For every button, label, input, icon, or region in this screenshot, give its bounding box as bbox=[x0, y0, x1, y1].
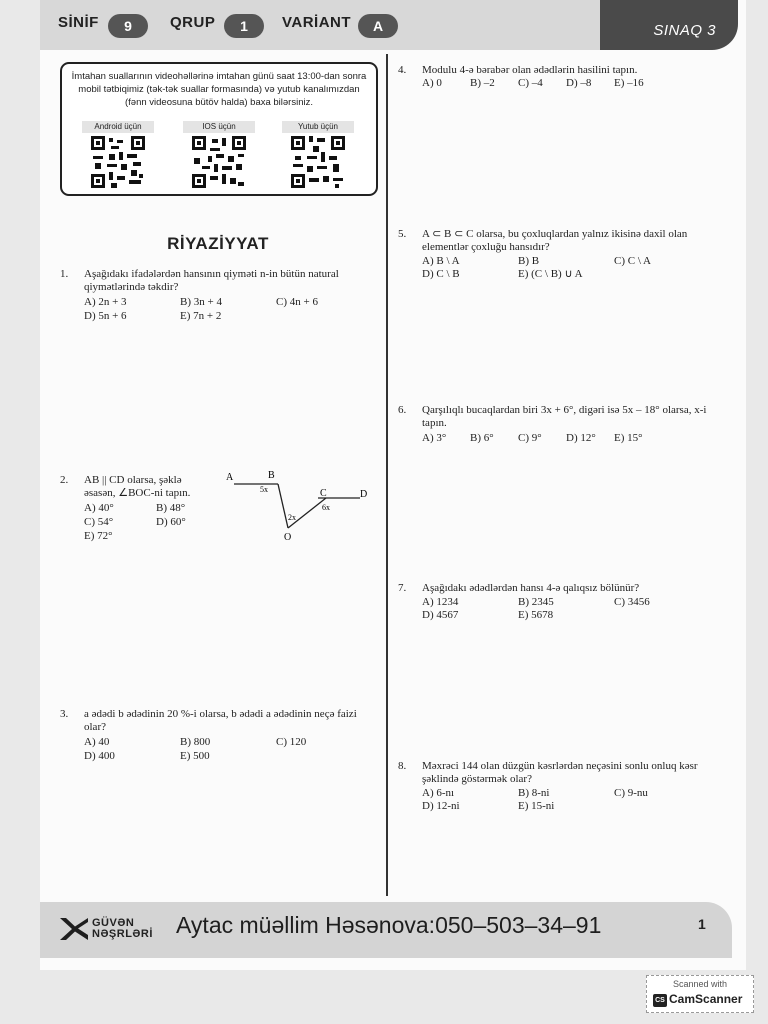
angle-label-o: 2x bbox=[288, 513, 296, 522]
qr-label-ios: IOS üçün bbox=[183, 121, 255, 133]
option-b[interactable]: B) 8-ni bbox=[518, 787, 550, 799]
question-text: Aşağıdakı ədədlərdən hansı 4-ə qalıqsız bölünür? bbox=[422, 582, 640, 594]
option-b[interactable]: B) 2345 bbox=[518, 596, 554, 608]
question-5 bbox=[398, 228, 728, 284]
option-d[interactable]: D) 12-ni bbox=[422, 800, 460, 812]
variant-label: VARİANT bbox=[282, 14, 352, 31]
option-a[interactable]: A) 2n + 3 bbox=[84, 296, 127, 308]
angle-label-c: 6x bbox=[322, 503, 330, 512]
label-c: C bbox=[320, 488, 327, 499]
question-number: 3. bbox=[60, 708, 69, 720]
option-a[interactable]: A) 0 bbox=[422, 77, 442, 89]
teacher-contact: Aytac müəllim Həsənova:050–503–34–91 bbox=[176, 912, 602, 938]
exam-number: SINAQ 3 bbox=[653, 22, 716, 39]
option-c[interactable]: C) –4 bbox=[518, 77, 543, 89]
video-info-text: İmtahan suallarının videohəllərinə imtahan günü saat 13:00-dan sonra mobil tətbiqimiz (tək-tək suallar formasında) və yutub kanalımızdan (fənn videosuna bütöv halda) baxa bilərsiniz. bbox=[71, 71, 367, 108]
option-a[interactable]: A) 3° bbox=[422, 432, 447, 444]
option-a[interactable]: A) 6-nı bbox=[422, 787, 455, 799]
option-e[interactable]: E) 15° bbox=[614, 432, 643, 444]
question-6 bbox=[398, 404, 728, 448]
option-c[interactable]: C) 4n + 6 bbox=[276, 296, 318, 308]
question-number: 7. bbox=[398, 582, 407, 594]
option-e[interactable]: E) 15-ni bbox=[518, 800, 555, 812]
option-e[interactable]: E) 500 bbox=[180, 750, 210, 762]
camscanner-name: CamScanner bbox=[669, 992, 743, 1006]
option-c[interactable]: C) 120 bbox=[276, 736, 307, 748]
publisher-name bbox=[92, 918, 153, 940]
question-text: Məxrəci 144 olan düzgün kəsrlərdən neçəsini sonlu onluq kəsr şəklində göstərmək olar? bbox=[422, 760, 698, 785]
option-b[interactable]: B) 48° bbox=[156, 502, 186, 514]
qr-label-android: Android üçün bbox=[82, 121, 154, 133]
option-d[interactable]: D) 5n + 6 bbox=[84, 310, 127, 322]
question-text: AB || CD olarsa, şəklə əsasən, ∠BOC-ni tapın. bbox=[84, 474, 191, 499]
option-c[interactable]: C) 9-nu bbox=[614, 787, 648, 799]
option-a[interactable]: A) 40° bbox=[84, 502, 114, 514]
option-e[interactable]: E) 72° bbox=[84, 530, 113, 542]
option-b[interactable]: B) 6° bbox=[470, 432, 494, 444]
label-d: D bbox=[360, 489, 368, 500]
angle-label-b: 5x bbox=[260, 485, 268, 494]
question-number: 5. bbox=[398, 228, 407, 240]
option-c[interactable]: C) 54° bbox=[84, 516, 114, 528]
question-1 bbox=[60, 268, 378, 328]
question-number: 1. bbox=[60, 268, 69, 280]
option-d[interactable]: D) 400 bbox=[84, 750, 115, 762]
qr-code-icon[interactable] bbox=[291, 136, 345, 188]
camscanner-logo-icon: CS bbox=[653, 994, 667, 1007]
publisher-name-line2: NƏŞRLƏRİ bbox=[92, 928, 153, 940]
segment-bo bbox=[278, 484, 288, 528]
label-b: B bbox=[268, 470, 275, 481]
question-number: 2. bbox=[60, 474, 69, 486]
class-label: SİNİF bbox=[58, 14, 99, 31]
option-e[interactable]: E) 5678 bbox=[518, 609, 554, 621]
qr-label-youtube: Yutub üçün bbox=[282, 121, 354, 133]
question-text: Qarşılıqlı bucaqlardan biri 3x + 6°, digəri isə 5x – 18° olarsa, x-i tapın. bbox=[422, 404, 707, 429]
question-text: Modulu 4-ə bərabər olan ədədlərin hasilini tapın. bbox=[422, 64, 638, 76]
question-number: 8. bbox=[398, 760, 407, 772]
question-4 bbox=[398, 64, 728, 94]
question-number: 4. bbox=[398, 64, 407, 76]
question-8 bbox=[398, 760, 728, 816]
option-e[interactable]: E) (C \ B) ∪ A bbox=[518, 268, 583, 280]
camscanner-badge bbox=[646, 975, 754, 1013]
option-d[interactable]: D) 60° bbox=[156, 516, 186, 528]
option-b[interactable]: B) 3n + 4 bbox=[180, 296, 222, 308]
option-d[interactable]: D) –8 bbox=[566, 77, 592, 89]
option-d[interactable]: D) C \ B bbox=[422, 268, 460, 280]
label-a: A bbox=[226, 472, 234, 483]
option-c[interactable]: C) 9° bbox=[518, 432, 542, 444]
question-number: 6. bbox=[398, 404, 407, 416]
option-b[interactable]: B) 800 bbox=[180, 736, 211, 748]
option-b[interactable]: B) –2 bbox=[470, 77, 495, 89]
group-value: 1 bbox=[224, 14, 264, 38]
column-divider bbox=[386, 54, 388, 896]
option-d[interactable]: D) 4567 bbox=[422, 609, 459, 621]
option-a[interactable]: A) B \ A bbox=[422, 255, 460, 267]
option-c[interactable]: C) C \ A bbox=[614, 255, 651, 267]
qr-code-icon[interactable] bbox=[91, 136, 145, 188]
option-e[interactable]: E) –16 bbox=[614, 77, 644, 89]
option-e[interactable]: E) 7n + 2 bbox=[180, 310, 222, 322]
question-7 bbox=[398, 582, 728, 626]
variant-value: A bbox=[358, 14, 398, 38]
option-b[interactable]: B) B bbox=[518, 255, 540, 267]
publisher-name-line1: GÜVƏN bbox=[92, 917, 135, 929]
scanned-with-text: Scanned with bbox=[672, 979, 728, 989]
label-o: O bbox=[284, 532, 292, 543]
group-label: QRUP bbox=[170, 14, 216, 31]
subject-title: RİYAZİYYAT bbox=[167, 234, 269, 253]
option-a[interactable]: A) 40 bbox=[84, 736, 110, 748]
page-number: 1 bbox=[698, 916, 706, 932]
question-text: a ədədi b ədədinin 20 %-i olarsa, b ədədi a ədədinin neçə faizi olar? bbox=[84, 708, 357, 733]
option-d[interactable]: D) 12° bbox=[566, 432, 596, 444]
option-c[interactable]: C) 3456 bbox=[614, 596, 650, 608]
video-info-box bbox=[60, 62, 378, 196]
class-value: 9 bbox=[108, 14, 148, 38]
header-bar bbox=[40, 0, 738, 50]
option-a[interactable]: A) 1234 bbox=[422, 596, 459, 608]
publisher-logo-icon bbox=[58, 916, 90, 942]
angle-figure bbox=[222, 466, 380, 546]
qr-code-icon[interactable] bbox=[192, 136, 246, 188]
question-2 bbox=[60, 474, 210, 546]
question-text: Aşağıdakı ifadələrdən hansının qiyməti n-in bütün natural qiymətlərində təkdir? bbox=[84, 268, 339, 293]
question-text: A ⊂ B ⊂ C olarsa, bu çoxluqlardan yalnız ikisinə daxil olan elementlər çoxluğu hansıdır? bbox=[422, 228, 688, 253]
question-3 bbox=[60, 708, 378, 768]
